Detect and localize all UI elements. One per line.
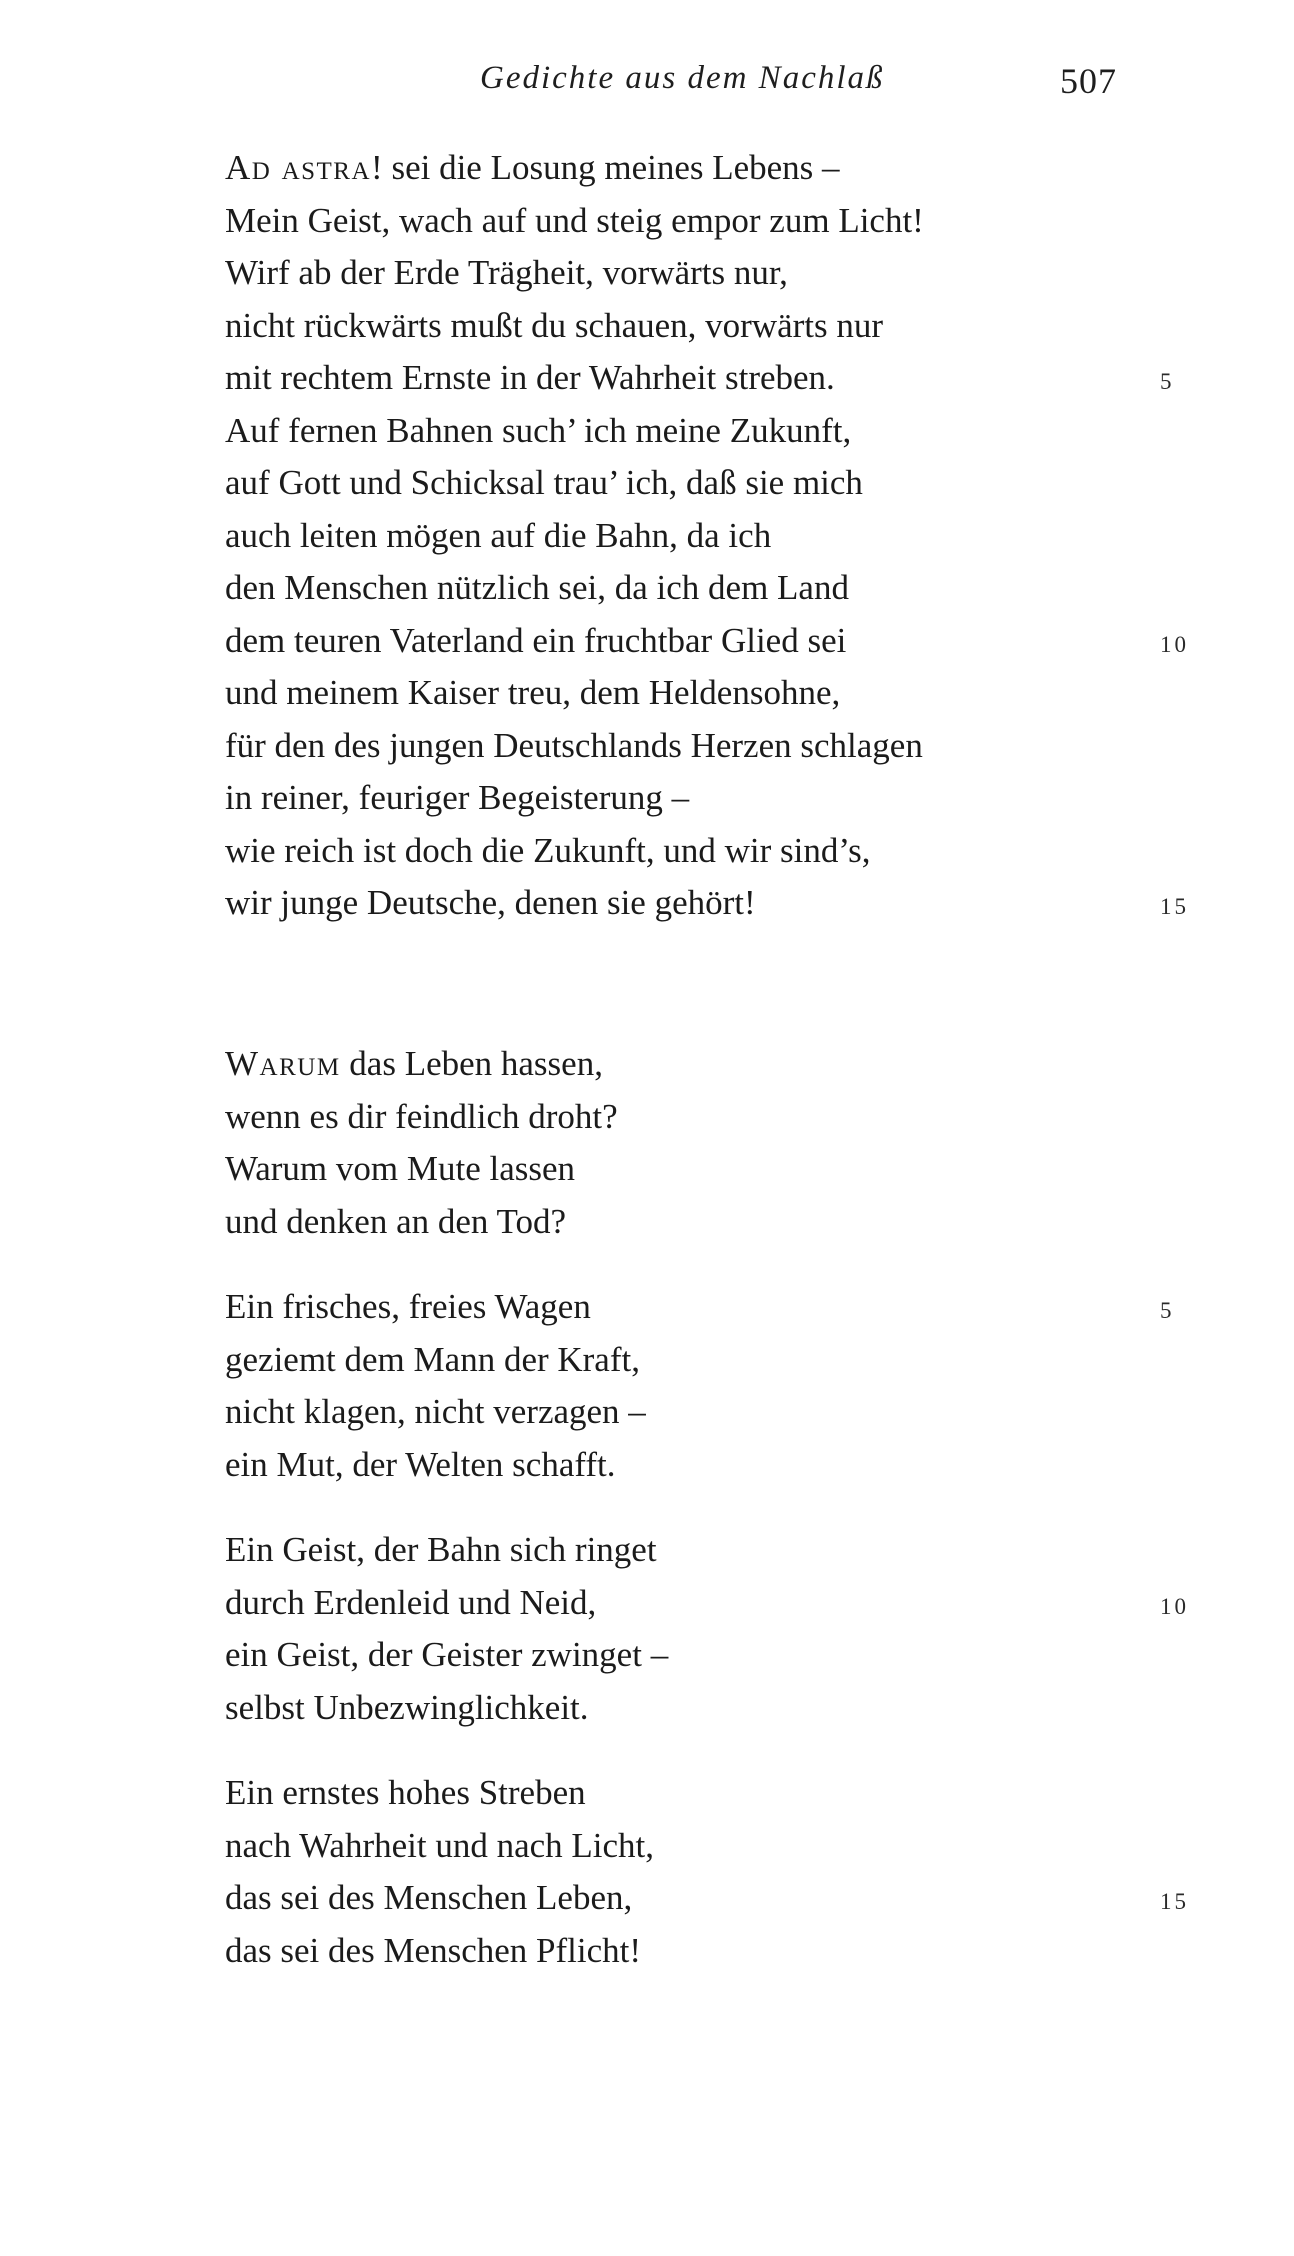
poem-line-text: Ein frisches, freies Wagen (225, 1287, 591, 1326)
stanza-1 (225, 1038, 1205, 1248)
opening-small-caps: Warum (225, 1044, 341, 1083)
poem-line: nicht klagen, nicht verzagen – (225, 1392, 646, 1431)
stanza-gap (225, 1248, 1205, 1281)
line-number: 10 (1160, 1593, 1189, 1619)
line-number: 15 (1160, 1889, 1189, 1914)
line-number: 5 (1160, 1298, 1175, 1323)
poem-line-text: durch Erdenleid und Neid, (225, 1582, 597, 1622)
poem-line-text: das sei des Menschen Leben, (225, 1878, 633, 1917)
poem-line: Warum vom Mute lassen (225, 1149, 576, 1188)
poem-line: nicht rückwärts mußt du schauen, vorwärts nur (225, 305, 884, 345)
poem-line-text: wir junge Deutsche, denen sie gehört! (225, 883, 756, 922)
poem-line: Wirf ab der Erde Trägheit, vorwärts nur, (225, 253, 788, 292)
stanza-3 (225, 1524, 1205, 1734)
poem-line (225, 1281, 1205, 1334)
line-number: 10 (1160, 631, 1189, 657)
poem-line: und meinem Kaiser treu, dem Heldensohne, (225, 673, 841, 712)
poem-line-text: das Leben hassen, (340, 1044, 603, 1083)
poem-line: für den des jungen Deutschlands Herzen schlagen (225, 725, 923, 765)
poem-line: in reiner, feuriger Begeisterung – (225, 778, 690, 817)
poem-line-text: dem teuren Vaterland ein fruchtbar Glied sei (225, 620, 847, 660)
poem-line (225, 877, 1205, 930)
poem-ad-astra (225, 142, 1205, 930)
poem-line: auch leiten mögen auf die Bahn, da ich (225, 515, 772, 555)
poem-line (225, 1872, 1205, 1925)
poem-line: Ein ernstes hohes Streben (225, 1773, 586, 1812)
poem-line (225, 142, 1205, 195)
poem-line: das sei des Menschen Pflicht! (225, 1930, 642, 1970)
poem-line: Auf fernen Bahnen such’ ich meine Zukunft, (225, 410, 852, 450)
poem-line: Mein Geist, wach auf und steig empor zum Licht! (225, 200, 924, 240)
poem-line: und denken an den Tod? (225, 1201, 566, 1241)
poem-line: ein Geist, der Geister zwinget – (225, 1635, 669, 1674)
poem-line (225, 1577, 1205, 1630)
poem-line: selbst Unbezwinglichkeit. (225, 1687, 589, 1727)
running-head-title: Gedichte aus dem Nachlaß (480, 60, 885, 96)
poem-line: nach Wahrheit und nach Licht, (225, 1825, 655, 1865)
stanza-4 (225, 1767, 1205, 1977)
line-number: 5 (1160, 369, 1175, 394)
stanza-2 (225, 1281, 1205, 1491)
poem-line: Ein Geist, der Bahn sich ringet (225, 1530, 657, 1569)
poem-line: wie reich ist doch die Zukunft, und wir sind’s, (225, 830, 871, 870)
poem-warum (225, 1038, 1205, 1977)
poem-line (225, 352, 1205, 405)
poem-line: auf Gott und Schicksal trau’ ich, daß sie mich (225, 463, 863, 502)
poem-line (225, 1038, 1205, 1091)
poem-line-text: ! sei die Losung meines Lebens – (371, 148, 840, 187)
poem-line-text: mit rechtem Ernste in der Wahrheit streben. (225, 358, 835, 397)
opening-small-caps: Ad astra (225, 148, 372, 187)
stanza-gap (225, 1734, 1205, 1767)
page-number: 507 (1060, 61, 1117, 101)
stanza-gap (225, 1491, 1205, 1524)
poem-line: den Menschen nützlich sei, da ich dem Land (225, 568, 849, 607)
poem-line: geziemt dem Mann der Kraft, (225, 1339, 640, 1379)
poem-line: wenn es dir feindlich droht? (225, 1096, 618, 1136)
line-number: 15 (1160, 894, 1189, 919)
poem-line (225, 615, 1205, 668)
poem-line: ein Mut, der Welten schafft. (225, 1444, 616, 1484)
